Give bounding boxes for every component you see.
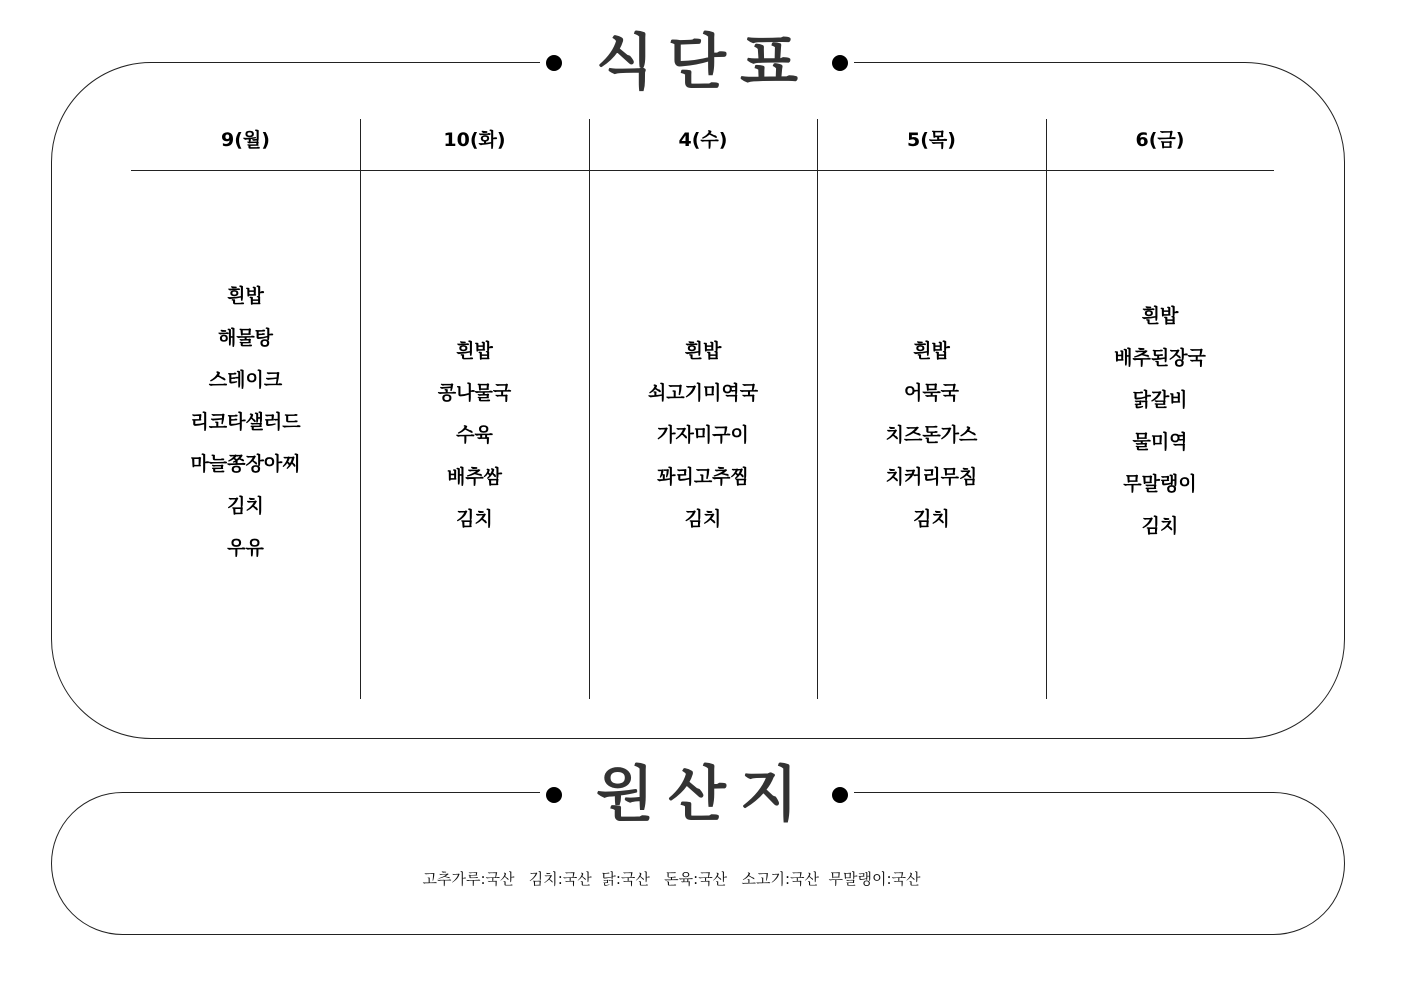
dish-item: 흰밥 (913, 340, 950, 362)
day-header-thursday: 5(목) (907, 129, 956, 151)
dish-item: 김치 (1141, 515, 1179, 537)
title-dot-right (832, 55, 848, 71)
day-column-friday (1046, 158, 1274, 684)
dish-item: 쇠고기미역국 (647, 382, 759, 404)
dish-item: 치즈돈가스 (885, 424, 978, 446)
dish-item: 배추쌈 (446, 466, 503, 488)
day-column-monday (131, 159, 360, 685)
dish-item: 수육 (456, 424, 493, 446)
menu-title-band (540, 18, 854, 108)
day-column-thursday (817, 172, 1046, 698)
dish-item: 어묵국 (903, 382, 960, 404)
dish-item: 김치 (913, 508, 950, 530)
dish-item: 김치 (456, 508, 493, 530)
dish-item: 콩나물국 (437, 382, 512, 404)
day-header-friday: 6(금) (1135, 129, 1185, 151)
dish-item: 무말랭이 (1123, 473, 1197, 495)
dish-item: 꽈리고추찜 (657, 466, 749, 488)
dish-item: 흰밥 (684, 340, 722, 362)
day-header-tuesday: 10(화) (443, 129, 506, 151)
dish-item: 흰밥 (227, 285, 264, 307)
origin-info: 고추가루:국산 김치:국산 닭:국산 돈육:국산 소고기:국산 무말랭이:국산 (422, 870, 921, 888)
dish-item: 김치 (227, 495, 264, 517)
dish-item: 흰밥 (456, 340, 493, 362)
day-header-wednesday: 4(수) (678, 129, 728, 151)
dish-item: 리코타샐러드 (190, 411, 301, 433)
dish-item: 스테이크 (208, 369, 283, 391)
dish-item: 배추된장국 (1114, 347, 1206, 369)
dish-item: 치커리무침 (885, 466, 978, 488)
title-dot-right (832, 787, 848, 803)
dish-item: 닭갈비 (1132, 389, 1188, 411)
origin-title: 원산지 (596, 760, 812, 830)
dish-item: 물미역 (1132, 431, 1188, 453)
dish-item: 흰밥 (1141, 305, 1179, 327)
dish-item: 가자미구이 (657, 424, 749, 446)
day-header-monday: 9(월) (221, 129, 270, 151)
dish-item: 김치 (684, 508, 722, 530)
day-column-wednesday (589, 172, 817, 698)
dish-item: 우유 (227, 537, 264, 559)
dish-item: 마늘쫑장아찌 (190, 453, 301, 475)
day-column-tuesday (360, 172, 589, 698)
origin-title-band (540, 750, 854, 840)
dish-item: 해물탕 (217, 327, 274, 349)
menu-title: 식단표 (596, 28, 812, 98)
